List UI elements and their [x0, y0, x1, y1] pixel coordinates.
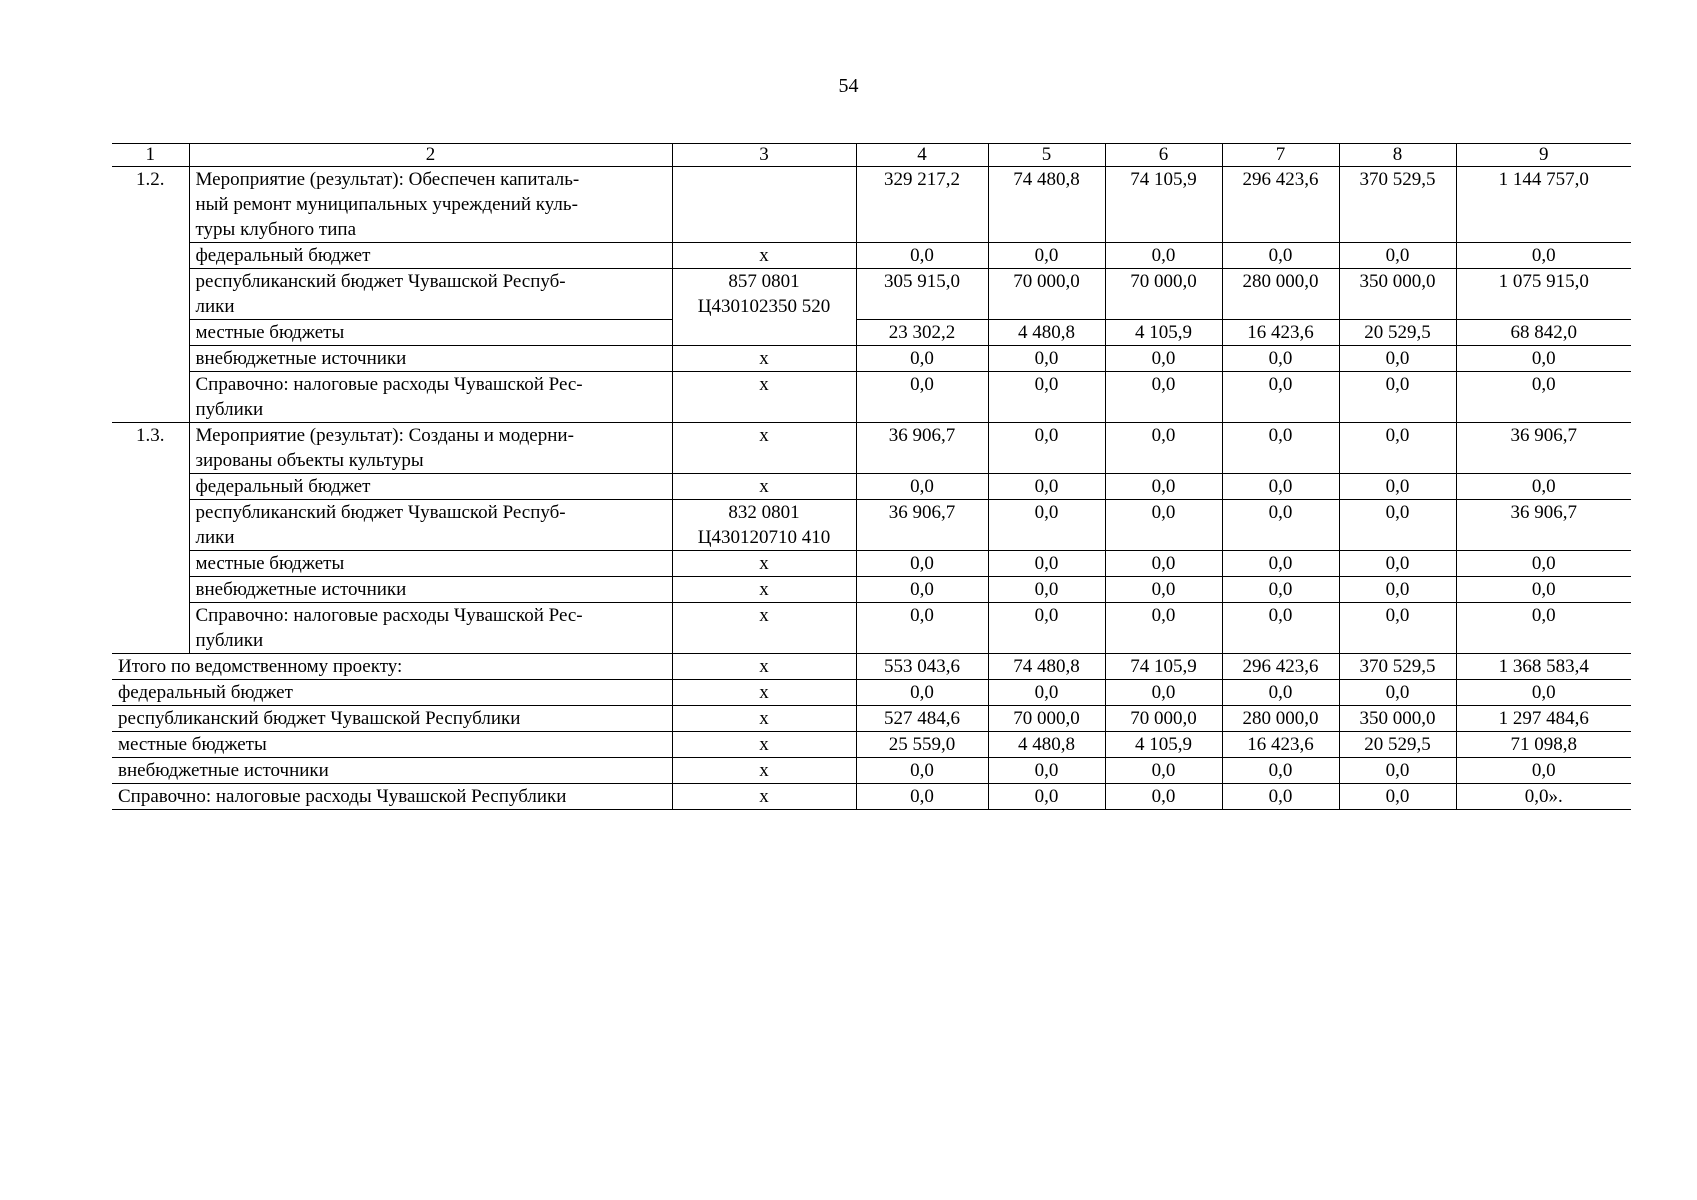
value-cell: 20 529,5	[1339, 732, 1456, 758]
row-label	[189, 269, 672, 320]
code-cell	[672, 167, 856, 243]
value-cell: 0,0	[1222, 346, 1339, 372]
row-label-line: местные бюджеты	[195, 322, 345, 343]
value-cell: 0,0	[856, 346, 988, 372]
value-cell: 16 423,6	[1222, 320, 1339, 346]
value-cell: 74 480,8	[988, 654, 1105, 680]
code-cell	[672, 603, 856, 654]
value-cell: 4 480,8	[988, 732, 1105, 758]
value-cell: 350 000,0	[1339, 269, 1456, 320]
row-label	[189, 372, 672, 423]
table-row	[112, 320, 1631, 346]
row-label	[189, 500, 672, 551]
code-cell: х	[672, 758, 856, 784]
row-label-line: федеральный бюджет	[195, 476, 371, 497]
section-title-row	[112, 167, 1631, 243]
total-sub-row	[112, 680, 1631, 706]
value-cell: 0,0	[1339, 603, 1456, 654]
value-cell: 0,0	[988, 758, 1105, 784]
table-body	[112, 144, 1631, 810]
header-cell: 3	[672, 144, 856, 167]
value-cell: 0,0	[856, 551, 988, 577]
header-row	[112, 144, 1631, 167]
value-cell: 0,0	[1456, 474, 1631, 500]
value-cell: 0,0	[988, 577, 1105, 603]
value-cell: 0,0	[988, 551, 1105, 577]
value-cell: 0,0».	[1456, 784, 1631, 810]
value-cell: 0,0	[1105, 423, 1222, 474]
value-cell: 0,0	[1456, 551, 1631, 577]
section-title-line: ный ремонт муниципальных учреждений куль-	[195, 194, 578, 215]
code-cell-line: х	[759, 476, 769, 497]
value-cell: 370 529,5	[1339, 654, 1456, 680]
value-cell: 0,0	[1105, 500, 1222, 551]
table-row	[112, 346, 1631, 372]
row-label	[189, 320, 672, 346]
total-row	[112, 654, 1631, 680]
value-cell: 68 842,0	[1456, 320, 1631, 346]
row-label-line: местные бюджеты	[195, 553, 345, 574]
code-cell-line: х	[759, 605, 769, 626]
code-cell	[672, 243, 856, 269]
value-cell: 350 000,0	[1339, 706, 1456, 732]
row-number: 1.3.	[112, 423, 189, 654]
value-cell: 0,0	[988, 474, 1105, 500]
value-cell: 0,0	[988, 603, 1105, 654]
code-cell-line: 832 0801	[728, 502, 800, 523]
code-cell: х	[672, 423, 856, 474]
total-sub-row	[112, 706, 1631, 732]
value-cell: 0,0	[856, 784, 988, 810]
value-cell: 0,0	[1339, 680, 1456, 706]
value-cell: 0,0	[856, 758, 988, 784]
value-cell: 0,0	[1105, 680, 1222, 706]
value-cell: 25 559,0	[856, 732, 988, 758]
header-cell: 6	[1105, 144, 1222, 167]
section-title-line: Мероприятие (результат): Обеспечен капиталь-	[195, 169, 580, 190]
value-cell: 70 000,0	[1105, 706, 1222, 732]
value-cell: 0,0	[1222, 784, 1339, 810]
row-label	[189, 551, 672, 577]
total-label: внебюджетные источники	[112, 758, 672, 784]
value-cell: 296 423,6	[1222, 167, 1339, 243]
value-cell: 70 000,0	[988, 706, 1105, 732]
code-cell: х	[672, 784, 856, 810]
total-label: местные бюджеты	[112, 732, 672, 758]
value-cell: 0,0	[988, 372, 1105, 423]
value-cell: 296 423,6	[1222, 654, 1339, 680]
row-label-line: внебюджетные источники	[195, 348, 407, 369]
value-cell: 0,0	[1105, 603, 1222, 654]
value-cell: 0,0	[1105, 474, 1222, 500]
code-cell: х	[672, 732, 856, 758]
value-cell: 0,0	[1222, 243, 1339, 269]
value-cell: 0,0	[1339, 577, 1456, 603]
header-cell: 9	[1456, 144, 1631, 167]
value-cell: 36 906,7	[1456, 500, 1631, 551]
code-cell: х	[672, 654, 856, 680]
header-cell: 1	[112, 144, 189, 167]
row-label-line: лики	[195, 527, 235, 548]
value-cell: 0,0	[1339, 474, 1456, 500]
value-cell: 0,0	[1105, 346, 1222, 372]
code-cell	[672, 474, 856, 500]
value-cell: 0,0	[1456, 243, 1631, 269]
header-cell: 5	[988, 144, 1105, 167]
value-cell: 74 105,9	[1105, 654, 1222, 680]
total-label: республиканский бюджет Чувашской Республики	[112, 706, 672, 732]
code-cell-line: Ц430120710 410	[697, 527, 831, 548]
code-cell	[672, 372, 856, 423]
table-row	[112, 603, 1631, 654]
value-cell: 280 000,0	[1222, 269, 1339, 320]
value-cell: 20 529,5	[1339, 320, 1456, 346]
value-cell: 74 105,9	[1105, 167, 1222, 243]
row-number: 1.2.	[112, 167, 189, 423]
value-cell: 36 906,7	[856, 500, 988, 551]
row-label	[189, 577, 672, 603]
value-cell: 0,0	[1456, 346, 1631, 372]
value-cell: 74 480,8	[988, 167, 1105, 243]
value-cell: 0,0	[1456, 758, 1631, 784]
total-label: федеральный бюджет	[112, 680, 672, 706]
value-cell: 4 105,9	[1105, 320, 1222, 346]
table-row	[112, 243, 1631, 269]
total-sub-row	[112, 784, 1631, 810]
value-cell: 0,0	[1222, 577, 1339, 603]
section-title	[189, 167, 672, 243]
value-cell: 0,0	[856, 474, 988, 500]
value-cell: 0,0	[1105, 551, 1222, 577]
section-title-line: зированы объекты культуры	[195, 450, 424, 471]
code-cell	[672, 577, 856, 603]
row-label-line: публики	[195, 630, 264, 651]
table-row	[112, 500, 1631, 551]
value-cell: 305 915,0	[856, 269, 988, 320]
value-cell: 0,0	[1339, 551, 1456, 577]
row-label-line: республиканский бюджет Чувашской Респуб-	[195, 502, 566, 523]
budget-table	[112, 143, 1631, 810]
row-label	[189, 243, 672, 269]
value-cell: 16 423,6	[1222, 732, 1339, 758]
row-label-line: федеральный бюджет	[195, 245, 371, 266]
value-cell: 0,0	[988, 346, 1105, 372]
value-cell: 0,0	[988, 243, 1105, 269]
value-cell: 36 906,7	[1456, 423, 1631, 474]
value-cell: 0,0	[1105, 758, 1222, 784]
row-label-line: республиканский бюджет Чувашской Респуб-	[195, 271, 566, 292]
header-cell: 2	[189, 144, 672, 167]
total-sub-row	[112, 758, 1631, 784]
value-cell: 280 000,0	[1222, 706, 1339, 732]
total-label: Справочно: налоговые расходы Чувашской Республики	[112, 784, 672, 810]
code-cell: х	[672, 706, 856, 732]
value-cell: 1 075 915,0	[1456, 269, 1631, 320]
value-cell: 0,0	[856, 577, 988, 603]
section-title	[189, 423, 672, 474]
value-cell: 0,0	[856, 680, 988, 706]
row-label-line: лики	[195, 296, 235, 317]
value-cell: 4 105,9	[1105, 732, 1222, 758]
total-sub-row	[112, 732, 1631, 758]
table-row	[112, 474, 1631, 500]
total-label: Итого по ведомственному проекту:	[112, 654, 672, 680]
table-row	[112, 551, 1631, 577]
value-cell: 0,0	[1222, 500, 1339, 551]
row-label-line: внебюджетные источники	[195, 579, 407, 600]
row-label-line: публики	[195, 399, 264, 420]
value-cell: 0,0	[988, 500, 1105, 551]
row-label	[189, 346, 672, 372]
code-cell-line: Ц430102350 520	[697, 296, 831, 317]
value-cell: 1 297 484,6	[1456, 706, 1631, 732]
value-cell: 0,0	[1222, 680, 1339, 706]
header-cell: 4	[856, 144, 988, 167]
code-cell-line: х	[759, 579, 769, 600]
value-cell: 0,0	[856, 243, 988, 269]
value-cell: 1 144 757,0	[1456, 167, 1631, 243]
table-row	[112, 372, 1631, 423]
section-title-line: Мероприятие (результат): Созданы и модерни-	[195, 425, 574, 446]
table-row	[112, 577, 1631, 603]
value-cell: 36 906,7	[856, 423, 988, 474]
value-cell: 0,0	[988, 680, 1105, 706]
section-title-row	[112, 423, 1631, 474]
value-cell: 0,0	[1339, 500, 1456, 551]
value-cell: 329 217,2	[856, 167, 988, 243]
value-cell: 0,0	[1105, 577, 1222, 603]
code-cell: х	[672, 680, 856, 706]
value-cell: 0,0	[1222, 551, 1339, 577]
value-cell: 0,0	[1222, 474, 1339, 500]
value-cell: 0,0	[1339, 784, 1456, 810]
code-cell	[672, 269, 856, 346]
value-cell: 0,0	[1339, 243, 1456, 269]
value-cell: 0,0	[1222, 423, 1339, 474]
code-cell-line: х	[759, 245, 769, 266]
value-cell: 0,0	[856, 372, 988, 423]
row-label	[189, 474, 672, 500]
row-label-line: Справочно: налоговые расходы Чувашской Рес-	[195, 374, 583, 395]
value-cell: 0,0	[1222, 372, 1339, 423]
header-cell: 8	[1339, 144, 1456, 167]
code-cell-line: х	[759, 348, 769, 369]
value-cell: 0,0	[1456, 603, 1631, 654]
value-cell: 0,0	[988, 423, 1105, 474]
value-cell: 0,0	[1222, 603, 1339, 654]
section-title-line: туры клубного типа	[195, 219, 357, 240]
code-cell	[672, 346, 856, 372]
code-cell-line: 857 0801	[728, 271, 800, 292]
value-cell: 370 529,5	[1339, 167, 1456, 243]
value-cell: 70 000,0	[988, 269, 1105, 320]
value-cell: 0,0	[1339, 346, 1456, 372]
value-cell: 71 098,8	[1456, 732, 1631, 758]
value-cell: 0,0	[1105, 784, 1222, 810]
value-cell: 0,0	[1105, 243, 1222, 269]
value-cell: 0,0	[988, 784, 1105, 810]
code-cell	[672, 551, 856, 577]
code-cell-line: х	[759, 374, 769, 395]
value-cell: 0,0	[1339, 423, 1456, 474]
value-cell: 0,0	[1339, 372, 1456, 423]
value-cell: 0,0	[1105, 372, 1222, 423]
value-cell: 0,0	[1456, 680, 1631, 706]
table-row	[112, 269, 1631, 320]
row-label-line: Справочно: налоговые расходы Чувашской Рес-	[195, 605, 583, 626]
value-cell: 0,0	[1456, 372, 1631, 423]
value-cell: 1 368 583,4	[1456, 654, 1631, 680]
value-cell: 4 480,8	[988, 320, 1105, 346]
value-cell: 0,0	[1222, 758, 1339, 784]
value-cell: 0,0	[856, 603, 988, 654]
value-cell: 553 043,6	[856, 654, 988, 680]
row-label	[189, 603, 672, 654]
code-cell-line: х	[759, 553, 769, 574]
value-cell: 0,0	[1339, 758, 1456, 784]
value-cell: 70 000,0	[1105, 269, 1222, 320]
header-cell: 7	[1222, 144, 1339, 167]
page-number: 54	[838, 75, 859, 97]
code-cell	[672, 500, 856, 551]
value-cell: 527 484,6	[856, 706, 988, 732]
value-cell: 23 302,2	[856, 320, 988, 346]
value-cell: 0,0	[1456, 577, 1631, 603]
